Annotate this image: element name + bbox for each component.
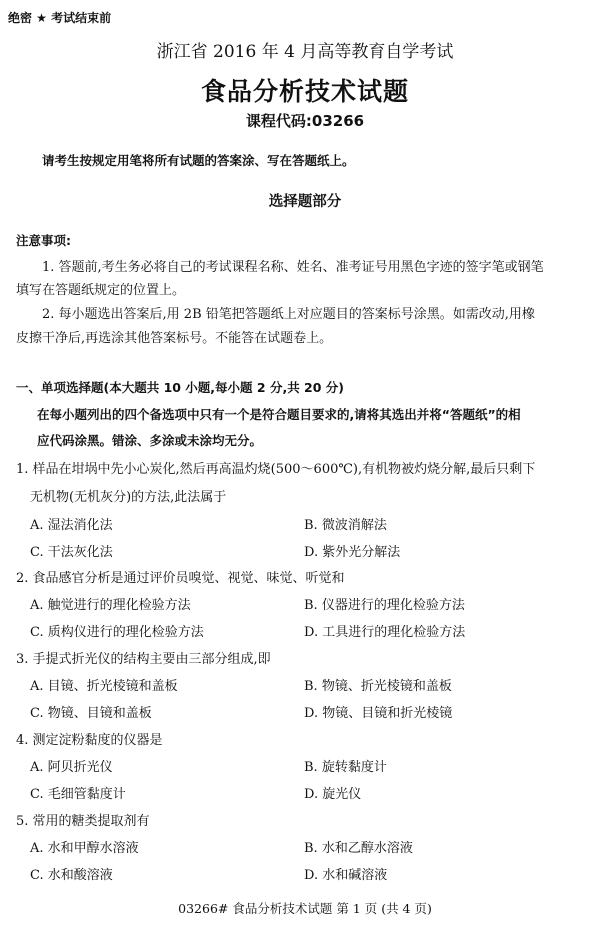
option-b: B. 水和乙醇水溶液 (304, 841, 413, 856)
course-code: 课程代码:03266 (245, 112, 365, 130)
page-title: 食品分析技术试题 (200, 77, 409, 106)
question-stem: 2. 食品感官分析是通过评价员嗅觉、视觉、味觉、听觉和 (16, 571, 345, 586)
part-title: 选择题部分 (268, 194, 342, 210)
option-a: A. 水和甲醇水溶液 (30, 841, 139, 856)
option-d: D. 紫外光分解法 (304, 545, 401, 560)
question-stem: 5. 常用的糖类提取剂有 (16, 814, 150, 829)
note-line: 1. 答题前,考生务必将自己的考试课程名称、姓名、准考证号用黑色字迹的签字笔或钢笔 (42, 260, 544, 275)
section-description: 应代码涂黑。错涂、多涂或未涂均无分。 (37, 433, 263, 448)
question-stem: 1. 样品在坩埚中先小心炭化,然后再高温灼烧(500～600℃),有机物被灼烧分解,最后只剩下 (16, 462, 536, 477)
section-description: 在每小题列出的四个备选项中只有一个是符合题目要求的,请将其选出并将“答题纸”的相 (37, 407, 521, 422)
option-a: A. 目镜、折光棱镜和盖板 (30, 679, 178, 694)
option-d: D. 工具进行的理化检验方法 (304, 625, 466, 640)
option-d: D. 水和碱溶液 (304, 868, 388, 883)
option-a: A. 湿法消化法 (30, 518, 113, 533)
option-c: C. 毛细管黏度计 (30, 787, 126, 802)
exam-line: 浙江省 2016 年 4 月高等教育自学考试 (156, 42, 454, 62)
secret-mark: 绝密 ★ 考试结束前 (8, 11, 112, 25)
note-line: 填写在答题纸规定的位置上。 (16, 283, 186, 298)
option-c: C. 物镜、目镜和盖板 (30, 706, 152, 721)
notes-heading: 注意事项: (16, 233, 71, 248)
option-a: A. 阿贝折光仪 (30, 760, 113, 775)
option-d: D. 旋光仪 (304, 787, 362, 802)
question-stem: 无机物(无机灰分)的方法,此法属于 (30, 490, 227, 505)
question-stem: 3. 手提式折光仪的结构主要由三部分组成,即 (16, 652, 271, 667)
page-footer: 03266# 食品分析技术试题 第 1 页 (共 4 页) (178, 901, 432, 916)
section-heading: 一、单项选择题(本大题共 10 小题,每小题 2 分,共 20 分) (16, 380, 345, 395)
option-b: B. 仪器进行的理化检验方法 (304, 598, 465, 613)
option-b: B. 旋转黏度计 (304, 760, 387, 775)
question-stem: 4. 测定淀粉黏度的仪器是 (16, 733, 163, 748)
option-c: C. 水和酸溶液 (30, 868, 113, 883)
note-line: 2. 每小题选出答案后,用 2B 铅笔把答题纸上对应题目的答案标号涂黑。如需改动,用橡 (42, 307, 535, 322)
option-c: C. 质构仪进行的理化检验方法 (30, 625, 204, 640)
option-b: B. 微波消解法 (304, 518, 387, 533)
answer-instruction: 请考生按规定用笔将所有试题的答案涂、写在答题纸上。 (42, 153, 355, 168)
option-c: C. 干法灰化法 (30, 545, 113, 560)
note-line: 皮擦干净后,再选涂其他答案标号。不能答在试题卷上。 (16, 331, 333, 346)
option-b: B. 物镜、折光棱镜和盖板 (304, 679, 452, 694)
option-a: A. 触觉进行的理化检验方法 (30, 598, 191, 613)
option-d: D. 物镜、目镜和折光棱镜 (304, 706, 453, 721)
